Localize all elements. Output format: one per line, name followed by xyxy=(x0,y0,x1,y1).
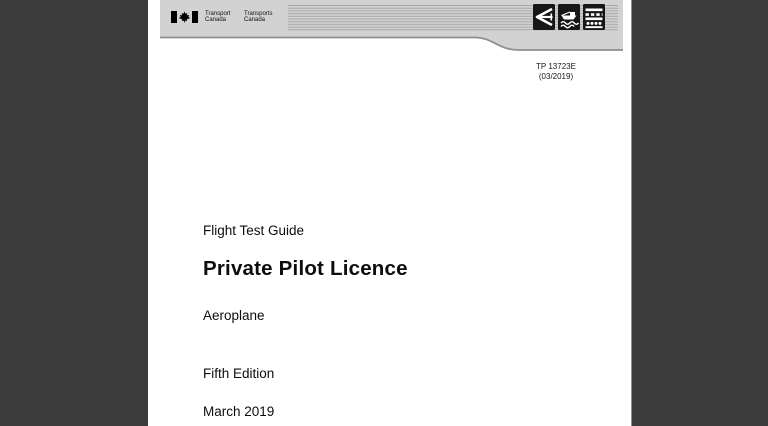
document-page xyxy=(148,0,632,426)
edition-label: Fifth Edition xyxy=(203,366,275,381)
transport-mode-icons xyxy=(533,4,605,30)
ship-icon xyxy=(558,4,580,30)
wordmark-fr-line1: Transports xyxy=(244,11,273,17)
airplane-icon xyxy=(533,4,555,30)
aircraft-category: Aeroplane xyxy=(203,308,265,323)
publication-date: March 2019 xyxy=(203,404,275,419)
document-date-code: (03/2019) xyxy=(538,71,574,81)
transport-canada-banner xyxy=(160,0,623,52)
document-number-block xyxy=(525,62,587,81)
wordmark-en-line2: Canada xyxy=(205,17,227,23)
document-number: TP 13723E xyxy=(536,62,576,71)
wordmark-fr-line2: Canada xyxy=(244,17,266,23)
train-icon xyxy=(583,4,605,30)
document-title: Private Pilot Licence xyxy=(203,257,408,280)
canada-flag-icon xyxy=(171,11,198,23)
series-title: Flight Test Guide xyxy=(203,223,305,238)
wordmark-french xyxy=(244,11,272,23)
wordmark-en-line1: Transport xyxy=(205,11,231,17)
wordmark-english xyxy=(205,11,230,23)
